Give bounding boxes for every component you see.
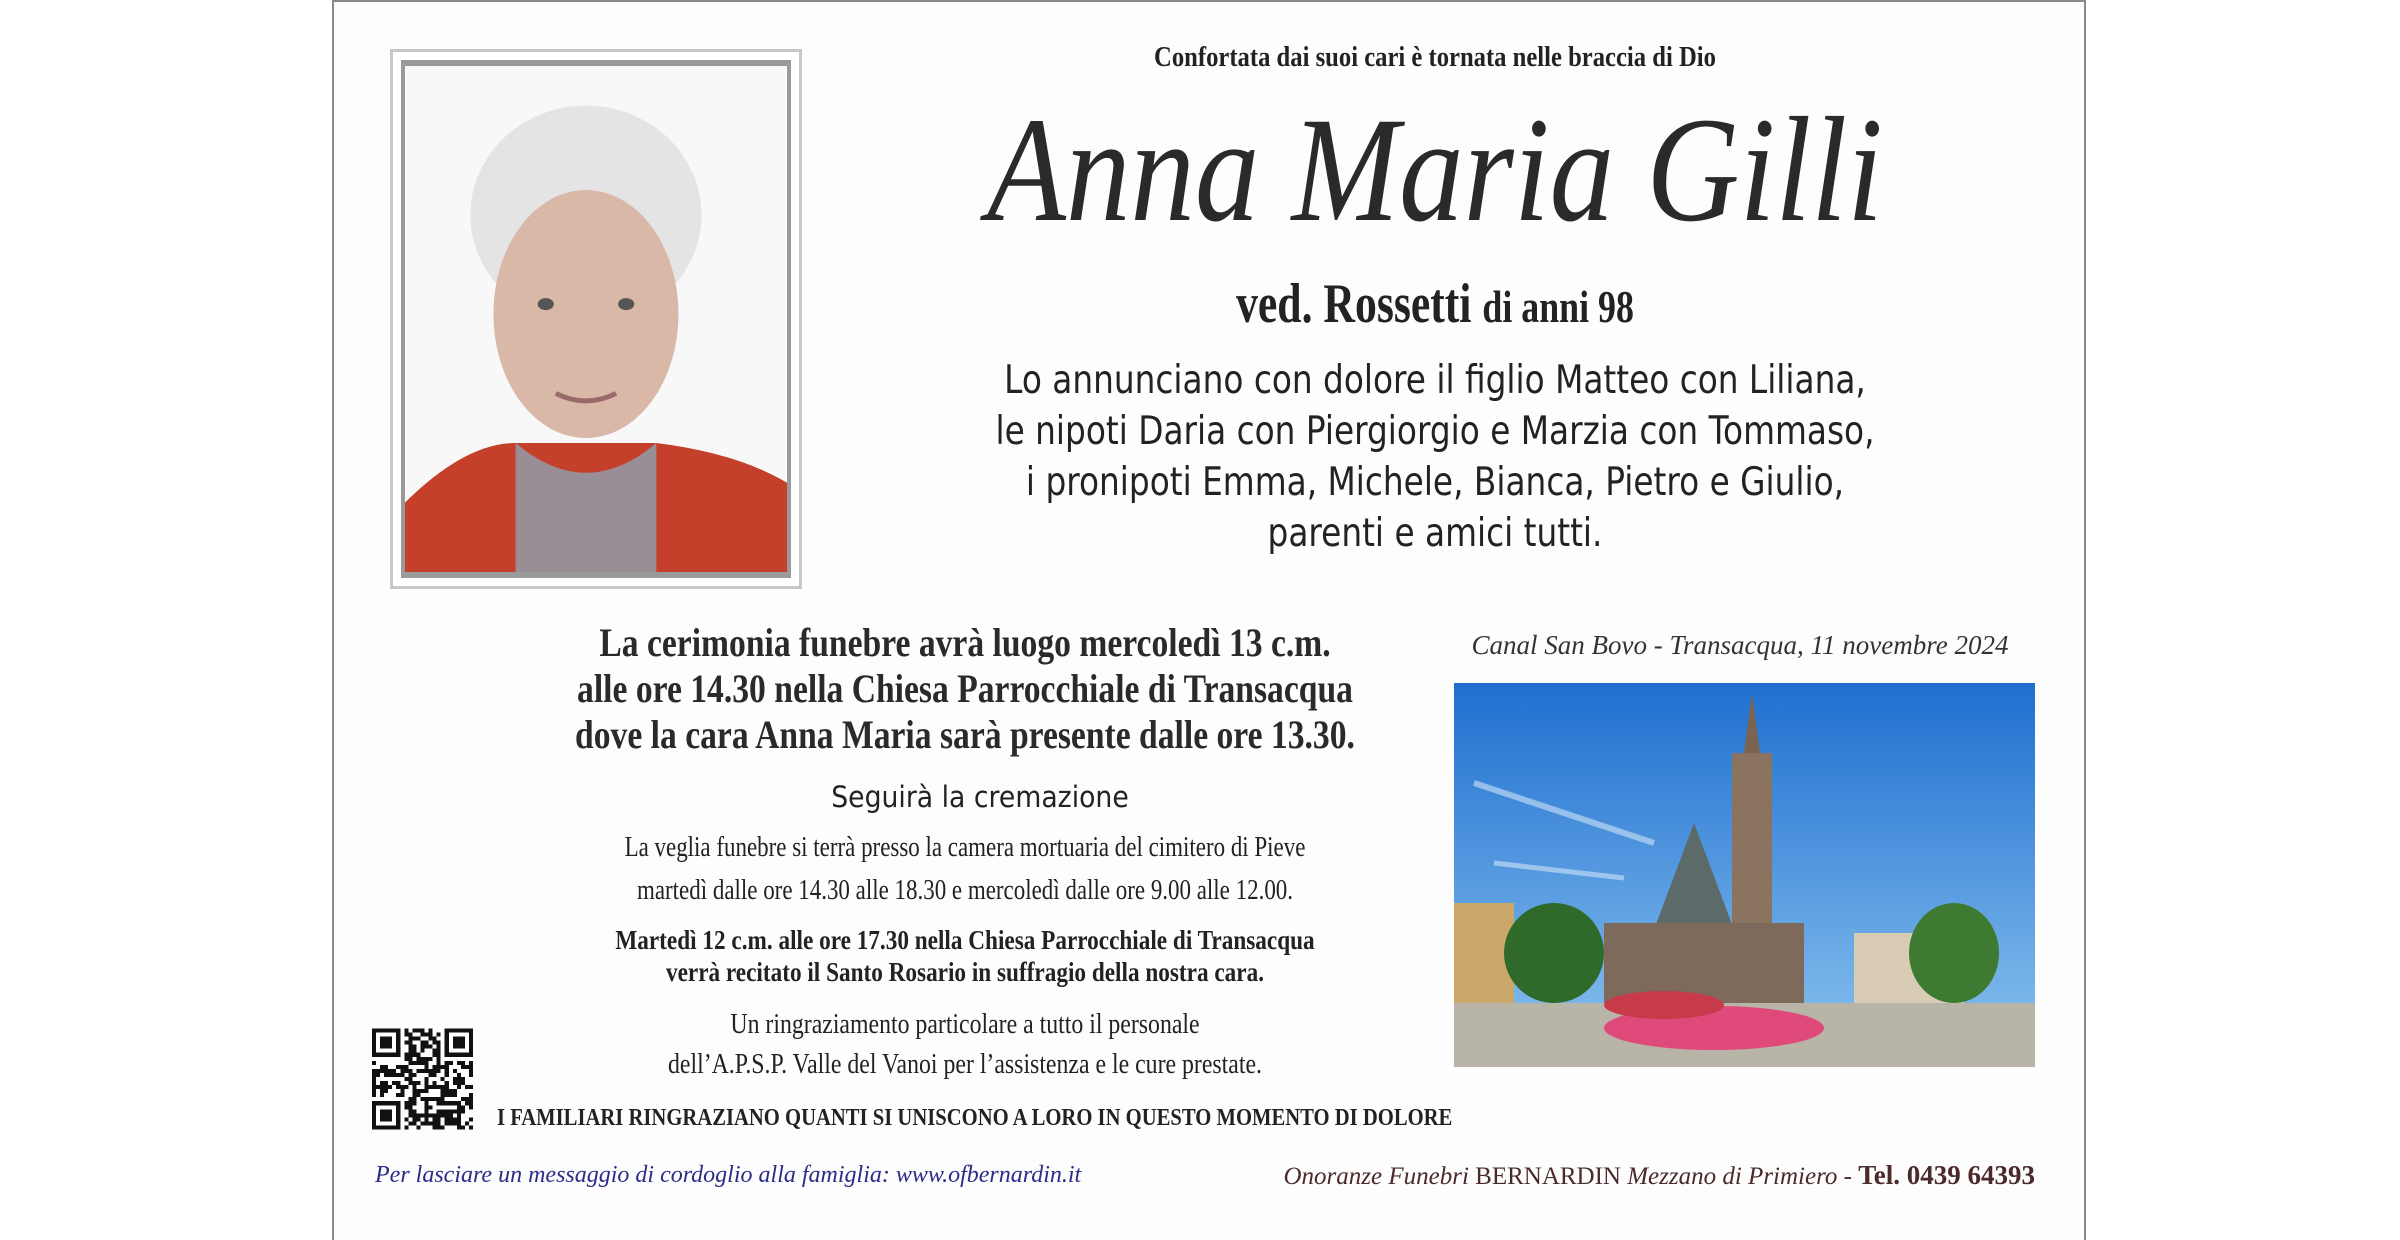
qr-module	[425, 1069, 429, 1073]
qr-module	[408, 1121, 412, 1125]
qr-module	[416, 1093, 420, 1097]
qr-module	[408, 1061, 412, 1065]
qr-module	[404, 1125, 408, 1129]
announcement-line: Lo annunciano con dolore il figlio Matteo con Liliana,	[1004, 358, 1866, 403]
qr-module	[469, 1065, 473, 1069]
qr-module	[457, 1073, 461, 1077]
qr-module	[429, 1085, 433, 1089]
qr-module	[404, 1077, 408, 1081]
qr-module	[453, 1089, 457, 1093]
qr-module	[412, 1037, 416, 1041]
qr-module	[408, 1037, 412, 1041]
announcement-line: parenti e amici tutti.	[1267, 511, 1603, 556]
qr-module	[380, 1065, 384, 1069]
qr-module	[372, 1069, 376, 1073]
qr-module	[412, 1109, 416, 1113]
qr-module	[408, 1053, 412, 1057]
announcement-line: le nipoti Daria con Piergiorgio e Marzia con Tommaso,	[995, 409, 1875, 454]
qr-module	[412, 1053, 416, 1057]
qr-finder	[453, 1037, 465, 1049]
qr-module	[461, 1081, 465, 1085]
qr-finder	[380, 1109, 392, 1121]
qr-module	[400, 1085, 404, 1089]
qr-module	[425, 1057, 429, 1061]
qr-module	[461, 1109, 465, 1113]
qr-module	[404, 1101, 408, 1105]
qr-module	[433, 1073, 437, 1077]
qr-module	[429, 1037, 433, 1041]
agency-phone: Tel. 0439 64393	[1858, 1160, 2035, 1190]
qr-module	[420, 1061, 424, 1065]
qr-module	[425, 1081, 429, 1085]
qr-module	[388, 1069, 392, 1073]
qr-module	[396, 1081, 400, 1085]
qr-module	[425, 1117, 429, 1121]
qr-module	[425, 1041, 429, 1045]
qr-module	[445, 1069, 449, 1073]
qr-module	[420, 1045, 424, 1049]
qr-module	[441, 1085, 445, 1089]
qr-module	[465, 1121, 469, 1125]
thanks-line: Un ringraziamento particolare a tutto il personale	[730, 1009, 1200, 1040]
qr-module	[372, 1061, 376, 1065]
qr-module	[433, 1049, 437, 1053]
qr-module	[425, 1113, 429, 1117]
qr-module	[429, 1045, 433, 1049]
qr-module	[469, 1105, 473, 1109]
qr-module	[412, 1081, 416, 1085]
vigil-line: martedì dalle ore 14.30 alle 18.30 e mercoledì dalle ore 9.00 alle 12.00.	[636, 875, 1294, 906]
qr-module	[437, 1041, 441, 1045]
qr-module	[416, 1057, 420, 1061]
qr-module	[372, 1093, 376, 1097]
qr-module	[425, 1109, 429, 1113]
qr-module	[372, 1077, 376, 1081]
qr-module	[457, 1101, 461, 1105]
qr-module	[461, 1061, 465, 1065]
qr-module	[437, 1117, 441, 1121]
rosary-line: Martedì 12 c.m. alle ore 17.30 nella Chiesa Parrocchiale di Transacqua	[615, 925, 1315, 955]
qr-module	[412, 1089, 416, 1093]
qr-module	[408, 1045, 412, 1049]
qr-module	[416, 1089, 420, 1093]
qr-module	[445, 1109, 449, 1113]
qr-module	[441, 1109, 445, 1113]
portrait-photo-frame	[390, 49, 802, 589]
qr-module	[420, 1049, 424, 1053]
qr-module	[404, 1105, 408, 1109]
qr-module	[437, 1125, 441, 1129]
qr-module	[420, 1057, 424, 1061]
qr-module	[376, 1073, 380, 1077]
qr-module	[445, 1121, 449, 1125]
qr-module	[433, 1037, 437, 1041]
qr-module	[429, 1069, 433, 1073]
qr-module	[445, 1073, 449, 1077]
qr-module	[433, 1065, 437, 1069]
qr-module	[449, 1121, 453, 1125]
qr-module	[437, 1033, 441, 1037]
qr-module	[441, 1097, 445, 1101]
qr-module	[445, 1081, 449, 1085]
qr-module	[416, 1069, 420, 1073]
qr-module	[433, 1041, 437, 1045]
qr-module	[437, 1101, 441, 1105]
qr-module	[420, 1069, 424, 1073]
qr-module	[445, 1061, 449, 1065]
qr-module	[437, 1049, 441, 1053]
qr-module	[433, 1085, 437, 1089]
qr-module	[372, 1073, 376, 1077]
qr-module	[461, 1065, 465, 1069]
qr-module	[465, 1097, 469, 1101]
qr-module	[416, 1037, 420, 1041]
ceremony-line: dove la cara Anna Maria sarà presente dalle ore 13.30.	[575, 712, 1355, 757]
qr-module	[453, 1069, 457, 1073]
qr-module	[420, 1113, 424, 1117]
qr-module	[425, 1101, 429, 1105]
qr-module	[453, 1109, 457, 1113]
qr-module	[453, 1077, 457, 1081]
qr-module	[437, 1109, 441, 1113]
qr-module	[412, 1085, 416, 1089]
qr-module	[465, 1101, 469, 1105]
qr-module	[449, 1061, 453, 1065]
qr-module	[408, 1101, 412, 1105]
qr-module	[380, 1089, 384, 1093]
website-link[interactable]: www.ofbernardin.it	[895, 1162, 1082, 1188]
qr-module	[449, 1117, 453, 1121]
qr-module	[425, 1097, 429, 1101]
qr-module	[469, 1085, 473, 1089]
qr-module	[408, 1041, 412, 1045]
qr-module	[396, 1065, 400, 1069]
qr-module	[400, 1073, 404, 1077]
qr-module	[408, 1057, 412, 1061]
qr-module	[429, 1121, 433, 1125]
rosary-info	[565, 924, 1365, 988]
qr-module	[433, 1097, 437, 1101]
vigil-info	[584, 826, 1347, 912]
qr-module	[437, 1057, 441, 1061]
cremation-note: Seguirà la cremazione	[831, 780, 1129, 814]
qr-module	[469, 1069, 473, 1073]
qr-module	[412, 1029, 416, 1033]
qr-module	[408, 1073, 412, 1077]
qr-module	[384, 1085, 388, 1089]
qr-module	[437, 1097, 441, 1101]
qr-module	[433, 1053, 437, 1057]
qr-module	[445, 1089, 449, 1093]
qr-module	[449, 1089, 453, 1093]
qr-module	[404, 1069, 408, 1073]
qr-module	[437, 1069, 441, 1073]
qr-module	[437, 1065, 441, 1069]
qr-module	[445, 1101, 449, 1105]
qr-module	[429, 1073, 433, 1077]
qr-module	[429, 1097, 433, 1101]
qr-module	[412, 1121, 416, 1125]
qr-module	[469, 1073, 473, 1077]
ceremony-line: alle ore 14.30 nella Chiesa Parrocchiale di Transacqua	[577, 666, 1353, 711]
qr-module	[380, 1093, 384, 1097]
agency-location: Mezzano di Primiero -	[1627, 1163, 1852, 1190]
qr-module	[453, 1093, 457, 1097]
qr-module	[372, 1085, 376, 1089]
qr-module	[408, 1109, 412, 1113]
qr-module	[416, 1053, 420, 1057]
qr-module	[445, 1085, 449, 1089]
subtitle	[1018, 272, 1853, 336]
qr-module	[400, 1065, 404, 1069]
portrait-photo	[401, 60, 791, 578]
qr-module	[376, 1085, 380, 1089]
qr-module	[416, 1113, 420, 1117]
qr-module	[388, 1073, 392, 1077]
qr-module	[445, 1065, 449, 1069]
qr-module	[392, 1069, 396, 1073]
qr-module	[380, 1081, 384, 1085]
qr-module	[412, 1097, 416, 1101]
qr-module	[392, 1073, 396, 1077]
qr-module	[437, 1085, 441, 1089]
qr-module	[425, 1105, 429, 1109]
qr-module	[404, 1053, 408, 1057]
qr-module	[445, 1093, 449, 1097]
qr-module	[404, 1033, 408, 1037]
qr-module	[457, 1085, 461, 1089]
qr-module	[412, 1117, 416, 1121]
vigil-line: La veglia funebre si terrà presso la camera mortuaria del cimitero di Pieve	[624, 832, 1306, 863]
qr-module	[412, 1113, 416, 1117]
qr-module	[429, 1057, 433, 1061]
qr-module	[420, 1029, 424, 1033]
qr-module	[429, 1113, 433, 1117]
qr-module	[441, 1113, 445, 1117]
agency-name: BERNARDIN	[1475, 1163, 1621, 1190]
qr-module	[461, 1125, 465, 1129]
qr-module	[469, 1093, 473, 1097]
qr-code[interactable]	[372, 1028, 473, 1130]
married-name: ved. Rossetti	[1236, 273, 1472, 335]
qr-module	[449, 1101, 453, 1105]
qr-module	[384, 1073, 388, 1077]
qr-module	[437, 1113, 441, 1117]
qr-module	[445, 1117, 449, 1121]
qr-module	[408, 1105, 412, 1109]
qr-module	[408, 1097, 412, 1101]
qr-module	[420, 1041, 424, 1045]
qr-module	[412, 1049, 416, 1053]
qr-module	[392, 1081, 396, 1085]
qr-module	[420, 1089, 424, 1093]
qr-module	[425, 1061, 429, 1065]
qr-module	[461, 1105, 465, 1109]
qr-module	[416, 1029, 420, 1033]
qr-module	[457, 1121, 461, 1125]
qr-module	[449, 1109, 453, 1113]
qr-module	[425, 1077, 429, 1081]
qr-module	[433, 1125, 437, 1129]
qr-module	[457, 1061, 461, 1065]
qr-module	[425, 1089, 429, 1093]
qr-module	[469, 1101, 473, 1105]
qr-module	[400, 1089, 404, 1093]
thanks-line: dell’A.P.S.P. Valle del Vanoi per l’assistenza e le cure prestate.	[668, 1049, 1262, 1080]
qr-module	[465, 1085, 469, 1089]
qr-module	[437, 1053, 441, 1057]
qr-module	[457, 1081, 461, 1085]
qr-module	[420, 1097, 424, 1101]
qr-module	[461, 1077, 465, 1081]
qr-module	[445, 1113, 449, 1117]
qr-module	[441, 1077, 445, 1081]
qr-module	[457, 1105, 461, 1109]
qr-module	[404, 1065, 408, 1069]
qr-module	[388, 1085, 392, 1089]
qr-module	[433, 1117, 437, 1121]
qr-module	[384, 1069, 388, 1073]
qr-module	[453, 1101, 457, 1105]
qr-module	[412, 1061, 416, 1065]
qr-module	[441, 1125, 445, 1129]
qr-module	[425, 1033, 429, 1037]
qr-module	[469, 1117, 473, 1121]
qr-module	[425, 1085, 429, 1089]
qr-module	[457, 1109, 461, 1113]
qr-module	[457, 1113, 461, 1117]
qr-module	[404, 1057, 408, 1061]
qr-module	[376, 1069, 380, 1073]
thanks-info	[570, 1005, 1361, 1085]
qr-module	[412, 1073, 416, 1077]
qr-module	[437, 1121, 441, 1125]
announcement-line: i pronipoti Emma, Michele, Bianca, Pietro e Giulio,	[1025, 460, 1845, 505]
age-text: di anni 98	[1482, 281, 1634, 332]
qr-module	[441, 1089, 445, 1093]
qr-module	[449, 1093, 453, 1097]
qr-module	[408, 1069, 412, 1073]
qr-module	[408, 1077, 412, 1081]
qr-finder	[380, 1037, 392, 1049]
rosary-line: verrà recitato il Santo Rosario in suffragio della nostra cara.	[665, 957, 1265, 987]
qr-module	[429, 1033, 433, 1037]
qr-module	[380, 1085, 384, 1089]
announcement	[986, 355, 1885, 559]
qr-module	[408, 1113, 412, 1117]
qr-module	[453, 1117, 457, 1121]
qr-module	[433, 1069, 437, 1073]
qr-module	[408, 1033, 412, 1037]
qr-module	[425, 1065, 429, 1069]
qr-module	[416, 1125, 420, 1129]
qr-module	[461, 1097, 465, 1101]
qr-module	[437, 1045, 441, 1049]
qr-module	[416, 1081, 420, 1085]
qr-module	[420, 1121, 424, 1125]
qr-module	[425, 1045, 429, 1049]
qr-module	[453, 1081, 457, 1085]
qr-module	[384, 1089, 388, 1093]
qr-module	[416, 1117, 420, 1121]
qr-module	[441, 1093, 445, 1097]
qr-module	[396, 1085, 400, 1089]
agency-prefix: Onoranze Funebri	[1283, 1163, 1469, 1190]
qr-module	[396, 1093, 400, 1097]
church-photo	[1454, 683, 2035, 1067]
qr-module	[465, 1065, 469, 1069]
qr-module	[469, 1125, 473, 1129]
funeral-agency	[1283, 1160, 2035, 1191]
qr-module	[396, 1073, 400, 1077]
qr-module	[412, 1045, 416, 1049]
qr-module	[429, 1105, 433, 1109]
qr-module	[469, 1061, 473, 1065]
place-date: Canal San Bovo - Transacqua, 11 novembre 2024	[1471, 630, 2009, 660]
deceased-name: Anna Maria Gilli	[987, 87, 1883, 253]
qr-module	[457, 1077, 461, 1081]
qr-module	[425, 1121, 429, 1125]
qr-module	[412, 1093, 416, 1097]
qr-module	[441, 1101, 445, 1105]
qr-module	[457, 1117, 461, 1121]
qr-module	[404, 1117, 408, 1121]
qr-module	[384, 1065, 388, 1069]
condolence-message	[375, 1162, 1081, 1189]
qr-module	[404, 1029, 408, 1033]
family-thanks: I FAMILIARI RINGRAZIANO QUANTI SI UNISCONO A LORO IN QUESTO MOMENTO DI DOLORE	[497, 1105, 1453, 1131]
qr-module	[420, 1033, 424, 1037]
qr-module	[453, 1121, 457, 1125]
header-text: Confortata dai suoi cari è tornata nelle braccia di Dio	[1154, 42, 1716, 73]
qr-module	[441, 1065, 445, 1069]
qr-module	[469, 1097, 473, 1101]
qr-module	[400, 1069, 404, 1073]
qr-module	[429, 1029, 433, 1033]
qr-module	[400, 1093, 404, 1097]
qr-module	[408, 1049, 412, 1053]
qr-module	[433, 1113, 437, 1117]
qr-module	[437, 1061, 441, 1065]
qr-module	[433, 1121, 437, 1125]
qr-module	[380, 1069, 384, 1073]
qr-module	[404, 1085, 408, 1089]
qr-module	[412, 1101, 416, 1105]
ceremony-info	[574, 620, 1355, 758]
ceremony-line: La cerimonia funebre avrà luogo mercoledì 13 c.m.	[599, 620, 1331, 665]
qr-module	[404, 1041, 408, 1045]
qr-module	[372, 1081, 376, 1085]
qr-module	[449, 1113, 453, 1117]
qr-module	[433, 1081, 437, 1085]
qr-module	[408, 1081, 412, 1085]
qr-module	[372, 1089, 376, 1093]
qr-module	[416, 1061, 420, 1065]
condolence-prefix: Per lasciare un messaggio di cordoglio alla famiglia:	[375, 1162, 890, 1188]
qr-module	[457, 1125, 461, 1129]
qr-module	[384, 1081, 388, 1085]
